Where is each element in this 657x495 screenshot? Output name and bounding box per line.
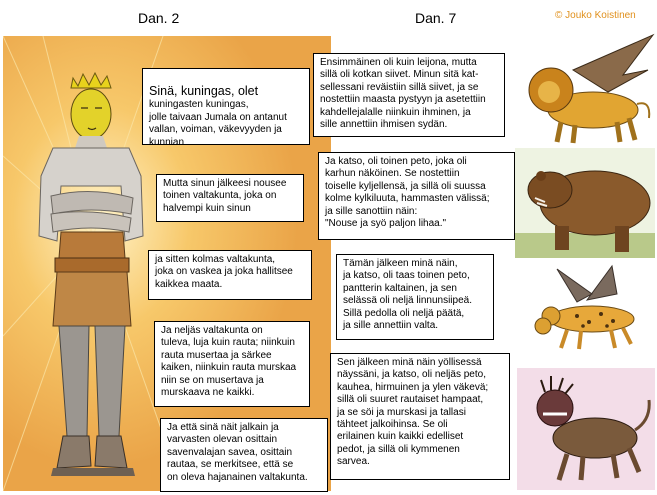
dan7-box-bear: Ja katso, oli toinen peto, joka oli karhun näköinen. Se nostettiin toiselle kyljellensä, ja sillä oli suussa kolme kylkiluuta, hammasten välissä; ja sille sanottiin näin: "Nouse ja syö paljon lihaa.": [318, 152, 515, 240]
bear-image: [515, 148, 655, 258]
dan7-box-leopard: Tämän jälkeen minä näin, ja katso, oli taas toinen peto, pantterin kaltainen, ja sen selässä oli neljä linnunsiipeä. Sillä pedolla oli neljä päätä, ja sille annettiin valta.: [336, 254, 494, 340]
dan2-box-gold-lead: Sinä, kuningas, olet: [149, 84, 259, 99]
dan7-box-lion: Ensimmäinen oli kuin leijona, mutta sillä oli kotkan siivet. Minun sitä kat- sellessani reväistiin sillä siivet, ja se nostettiin maasta pystyyn ja asetettiin kahdellejalalle niinkuin ihminen, ja sille annettiin ihmisen sydän.: [313, 53, 505, 137]
dan7-box-fourth-beast: Sen jälkeen minä näin yöllisessä näyssäni, ja katso, oli neljäs peto, kauhea, hirmuinen ja ylen väkevä; sillä oli suuret rautaiset hampaat, ja se söi ja murskasi ja tallasi tähteet jalkoihinsa. Se oli erilainen kuin kaikki edelliset pedot, ja sillä oli kymmenen sarvea.: [330, 353, 510, 480]
dan2-box-iron: Ja neljäs valtakunta on tuleva, luja kuin rauta; niinkuin rauta musertaa ja särkee kaiken, niinkuin rauta murskaa niin se on musertava ja murskaava ne kaikki.: [154, 321, 310, 407]
fourth-beast-image: [517, 368, 655, 490]
leopard-image: [517, 264, 655, 356]
dan2-box-bronze: ja sitten kolmas valtakunta, joka on vaskea ja joka hallitsee kaikkea maata.: [148, 250, 312, 300]
dan2-box-silver: Mutta sinun jälkeesi nousee toinen valtakunta, joka on halvempi kuin sinun: [156, 174, 304, 222]
lion-image: [513, 30, 655, 145]
dan2-box-feet: Ja että sinä näit jalkain ja varvasten olevan osittain savenvalajan savea, osittain rautaa, se merkitsee, että se on oleva hajanainen valtakunta.: [160, 418, 328, 492]
heading-dan7: Dan. 7: [415, 10, 457, 26]
copyright-text: © Jouko Koistinen: [555, 10, 636, 21]
dan2-box-gold-head: [142, 68, 310, 148]
heading-dan2: Dan. 2: [138, 10, 180, 26]
dan2-box-gold-body: kuningasten kuningas, jolle taivaan Jumala on antanut vallan, voiman, väkevyyden ja kunnian: [149, 99, 287, 148]
